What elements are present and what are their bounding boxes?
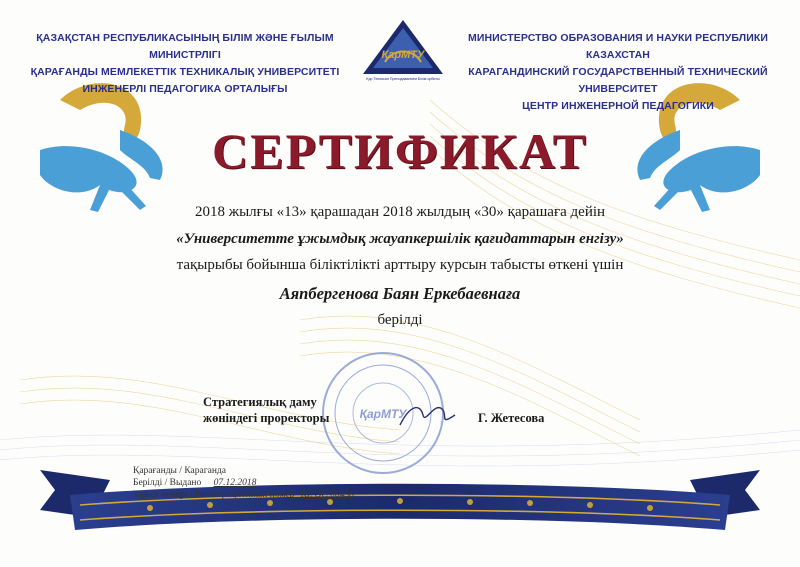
header-right-line3: ЦЕНТР ИНЖЕНЕРНОЙ ПЕДАГОГИКИ xyxy=(522,100,714,112)
header-left xyxy=(20,30,350,98)
reg-label: Тіркеу нөмірі / Регистрационный номер xyxy=(133,490,295,500)
stamp-text: ҚарМТУ xyxy=(359,407,407,421)
signer-position-line2: жөніндегі проректоры xyxy=(203,411,330,425)
reg-number: KZ ОС 00458 xyxy=(300,490,355,500)
header-left-line1: ҚАЗАҚСТАН РЕСПУБЛИКАСЫНЫҢ БІЛІМ ЖӘНЕ ҒЫЛЫМ МИНИСТРЛІГІ xyxy=(36,32,334,61)
university-logo xyxy=(361,18,445,82)
course-topic: тақырыбы бойынша біліктілікті арттыру курсын табысты өткені үшін xyxy=(176,257,624,273)
recipient-name: Аяпбергенова Баян Еркебаевнаға xyxy=(279,284,521,303)
header-right xyxy=(448,30,788,115)
header-left-line2: ҚАРАҒАНДЫ МЕМЛЕКЕТТІК ТЕХНИКАЛЫҚ УНИВЕРСИТЕТІ xyxy=(30,66,340,78)
signer-name: Г. Жетесова xyxy=(478,411,545,425)
header-left-line3: ИНЖЕНЕРЛІ ПЕДАГОГИКА ОРТАЛЫҒЫ xyxy=(82,83,288,95)
course-dates: 2018 жылғы «13» қарашадан 2018 жылдың «30» қарашаға дейін xyxy=(194,204,606,220)
footer-city: Қарағанды / Караганда xyxy=(133,466,226,476)
issued-date: 07.12.2018 xyxy=(213,478,257,488)
course-name: «Университетте ұжымдық жауапкершілік қағидаттарын енгізу» xyxy=(176,231,624,247)
signature-scribble xyxy=(395,395,465,435)
certificate-title: СЕРТИФИКАТ xyxy=(211,123,588,179)
header-right-line1: МИНИСТЕРСТВО ОБРАЗОВАНИЯ И НАУКИ РЕСПУБЛИКИ КАЗАХСТАН xyxy=(467,32,769,61)
footer-registration xyxy=(133,490,354,501)
footer-issued xyxy=(133,478,256,489)
logo-tagline: Қар Техникал Преподаванием Білім орбиты xyxy=(366,77,440,81)
given-text: берілді xyxy=(377,312,423,328)
header-right-line2: КАРАГАНДИНСКИЙ ГОСУДАРСТВЕННЫЙ ТЕХНИЧЕСКИЙ УНИВЕРСИТЕТ xyxy=(468,66,768,95)
signer-position xyxy=(203,394,329,426)
signer-position-line1: Стратегиялық даму xyxy=(203,395,317,409)
logo-text: ҚарМТУ xyxy=(381,49,425,61)
issued-label: Берілді / Выдано xyxy=(133,478,202,488)
